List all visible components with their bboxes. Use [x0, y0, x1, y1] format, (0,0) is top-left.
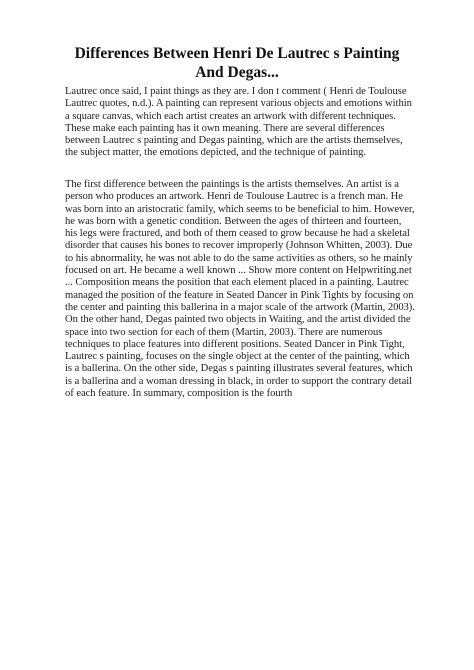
document-title: Differences Between Henri De Lautrec s Painting And Degas... [74, 45, 400, 81]
paragraph-intro: Lautrec once said, I paint things as they are. I don t comment ( Henri de Toulouse Lautrec quotes, n.d.). A painting can represent various objects and emotions within a square canvas, which each artist creates an artwork with different techniques. These make each painting has it own meaning. There are several differences between Lautrec s painting and Degas painting, which are the artists themselves, the subject matter, the emotions depicted, and the technique of painting. [65, 86, 412, 159]
paragraph-body: The first difference between the paintings is the artists themselves. An artist is a person who produces an artwork. Henri de Toulouse Lautrec is a french man. He was born into an aristocratic family, which seems to be beneficial to him. However, he was born with a genetic condition. Between the ages of thirteen and fourteen, his legs were fractured, and both of them ceased to grow because he had a skeletal disorder that causes his bones to recover improperly (Johnson Whitten, 2003). Due to his abnormality, he was not able to do the same activities as others, so he mainly focused on art. He became a well known ... Show more content on Helpwriting.net ... Composition means the position that each element placed in a painting. Lautrec managed the position of the feature in Seated Dancer in Pink Tights by focusing on the center and painting this ballerina in a major scale of the artwork (Martin, 2003). On the other hand, Degas painted two objects in Waiting, and the artist divided the space into two section for each of them (Martin, 2003). There are numerous techniques to place features into different positions. Seated Dancer in Pink Tight, Lautrec s painting, focuses on the single object at the center of the painting, which is a ballerina. On the other side, Degas s painting illustrates several features, which is a ballerina and a woman dressing in black, in order to support the contrary detail of each feature. In summary, composition is the fourth [65, 179, 415, 400]
